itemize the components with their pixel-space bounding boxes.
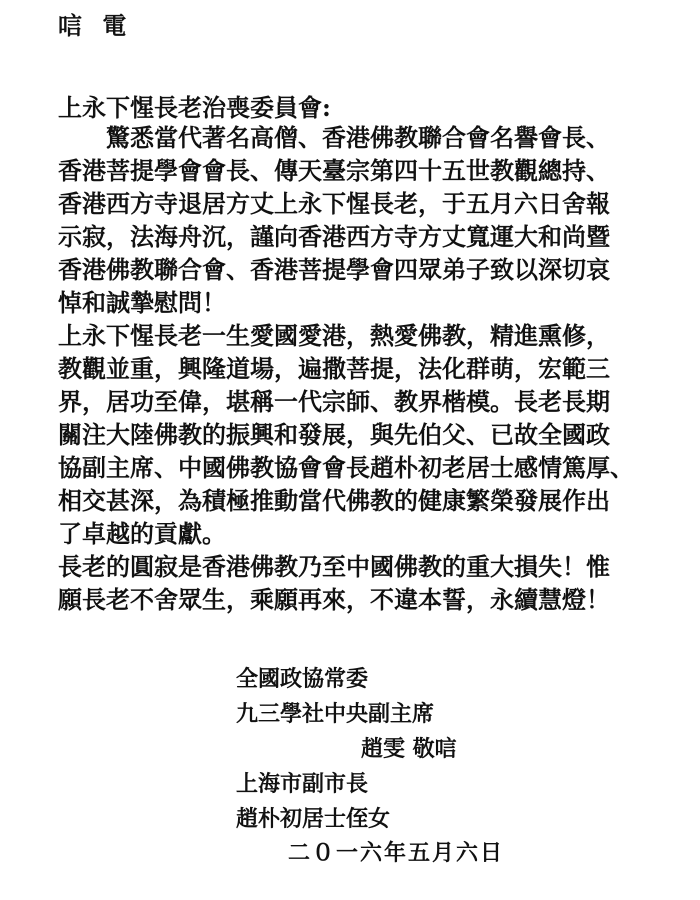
body-line: 關注大陸佛教的振興和發展，與先伯父、已故全國政 <box>58 420 610 449</box>
signature-date: 二０一六年五月六日 <box>288 840 505 866</box>
body-line: 教觀並重，興隆道場，遍撒菩提，法化群萌，宏範三 <box>58 354 610 383</box>
body-line: 上永下惺長老一生愛國愛港，熱愛佛教，精進熏修， <box>58 321 610 350</box>
signature-title-2: 九三學社中央副主席 <box>236 701 435 727</box>
body-line: 香港菩提學會會長、傳天臺宗第四十五世教觀總持、 <box>58 156 610 185</box>
body-line: 悼和誠摯慰問！ <box>58 288 226 317</box>
signature-title-3: 上海市副市長 <box>236 771 369 797</box>
body-line: 願長老不舍眾生，乘願再來，不違本誓，永續慧燈！ <box>58 585 610 614</box>
body-line: 相交甚深，為積極推動當代佛教的健康繁榮發展作出 <box>58 486 610 515</box>
signature-name: 趙雯 敬唁 <box>361 736 457 762</box>
body-line: 界，居功至偉，堪稱一代宗師、教界楷模。長老長期 <box>58 387 610 416</box>
body-line: 長老的圓寂是香港佛教乃至中國佛教的重大損失！惟 <box>58 552 610 581</box>
body-line: 協副主席、中國佛教協會會長趙朴初老居士感情篤厚、 <box>58 453 634 482</box>
addressee-line: 上永下惺長老治喪委員會: <box>58 93 331 122</box>
letter-body <box>58 121 658 616</box>
body-line: 香港西方寺退居方丈上永下惺長老，于五月六日舍報 <box>58 189 610 218</box>
signature-title-4: 趙朴初居士侄女 <box>236 806 391 832</box>
signature-title-1: 全國政協常委 <box>236 666 369 692</box>
body-line: 驚悉當代著名高僧、香港佛教聯合會名譽會長、 <box>58 123 610 152</box>
body-line: 示寂，法海舟沉，謹向香港西方寺方丈寬運大和尚暨 <box>58 222 610 251</box>
document-title: 唁 電 <box>58 11 133 40</box>
body-line: 香港佛教聯合會、香港菩提學會四眾弟子致以深切哀 <box>58 255 610 284</box>
body-line: 了卓越的貢獻。 <box>58 519 226 548</box>
